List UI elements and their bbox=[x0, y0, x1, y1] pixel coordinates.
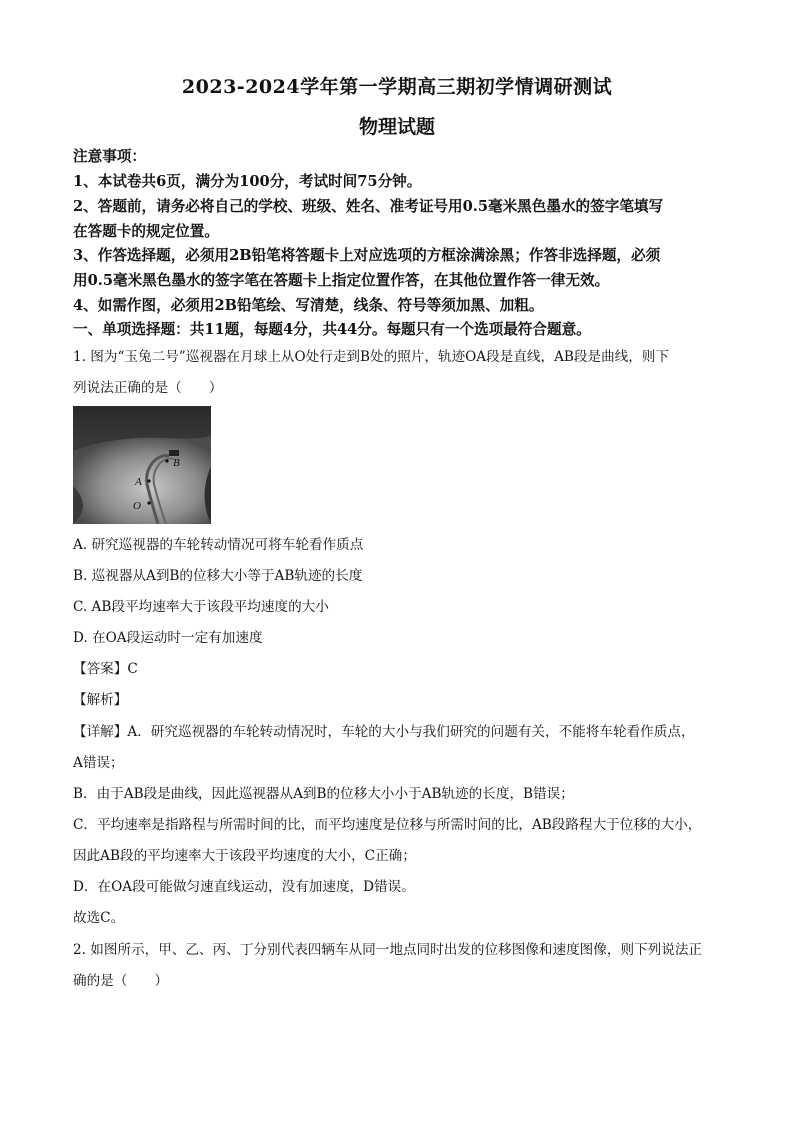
notice-item: 3、作答选择题，必须用2B铅笔将答题卡上对应选项的方框涂满涂黑；作答非选择题，必须 bbox=[73, 247, 661, 264]
question-stem: 确的是（ ） bbox=[73, 973, 169, 989]
exam-title: 2023-2024学年第一学期高三期初学情调研测试 bbox=[181, 76, 613, 98]
question-stem: 1. 图为“玉兔二号”巡视器在月球上从O处行走到B处的照片，轨迹OA段是直线，AB段是曲线，则下 bbox=[73, 349, 670, 365]
option-a: A. 研究巡视器的车轮转动情况可将车轮看作质点 bbox=[73, 537, 364, 553]
question-stem: 列说法正确的是（ ） bbox=[73, 380, 223, 396]
detail-line: 【详解】A．研究巡视器的车轮转动情况时，车轮的大小与我们研究的问题有关，不能将车轮看作质点， bbox=[73, 724, 695, 740]
point-label-a: A bbox=[135, 476, 142, 488]
option-d: D. 在OA段运动时一定有加速度 bbox=[73, 630, 263, 646]
notice-heading: 注意事项： bbox=[73, 148, 146, 165]
analysis-heading: 【解析】 bbox=[73, 692, 128, 708]
option-c: C. AB段平均速率大于该段平均速度的大小 bbox=[73, 599, 329, 615]
notice-item: 用0.5毫米黑色墨水的签字笔在答题卡上指定位置作答，在其他位置作答一律无效。 bbox=[73, 272, 610, 289]
point-label-o: O bbox=[133, 500, 141, 512]
notice-item: 在答题卡的规定位置。 bbox=[73, 223, 219, 240]
detail-line: 因此AB段的平均速率大于该段平均速度的大小，C正确； bbox=[73, 848, 416, 864]
point-label-b: B bbox=[173, 457, 180, 469]
detail-line: C．平均速率是指路程与所需时间的比，而平均速度是位移与所需时间的比，AB段路程大于位移的大小， bbox=[73, 817, 702, 833]
notice-item: 1、本试卷共6页，满分为100分，考试时间75分钟。 bbox=[73, 173, 422, 190]
exam-subject: 物理试题 bbox=[358, 116, 435, 138]
detail-line: B．由于AB段是曲线，因此巡视器从A到B的位移大小小于AB轨迹的长度，B错误； bbox=[73, 786, 574, 802]
question-stem: 2. 如图所示，甲、乙、丙、丁分别代表四辆车从同一地点同时出发的位移图像和速度图像，则下列说法正 bbox=[73, 942, 703, 958]
detail-line: 故选C。 bbox=[73, 910, 125, 926]
answer: 【答案】C bbox=[73, 661, 138, 677]
section-heading: 一、单项选择题：共11题，每题4分，共44分。每题只有一个选项最符合题意。 bbox=[73, 321, 591, 338]
detail-line: D．在OA段可能做匀速直线运动，没有加速度，D错误。 bbox=[73, 879, 415, 895]
notice-item: 2、答题前，请务必将自己的学校、班级、姓名、准考证号用0.5毫米黑色墨水的签字笔填写 bbox=[73, 198, 664, 215]
notice-item: 4、如需作图，必须用2B铅笔绘、写清楚，线条、符号等须加黑、加粗。 bbox=[73, 297, 544, 314]
rover-track-photo bbox=[73, 406, 211, 524]
detail-line: A错误； bbox=[73, 755, 124, 771]
option-b: B. 巡视器从A到B的位移大小等于AB轨迹的长度 bbox=[73, 568, 363, 584]
